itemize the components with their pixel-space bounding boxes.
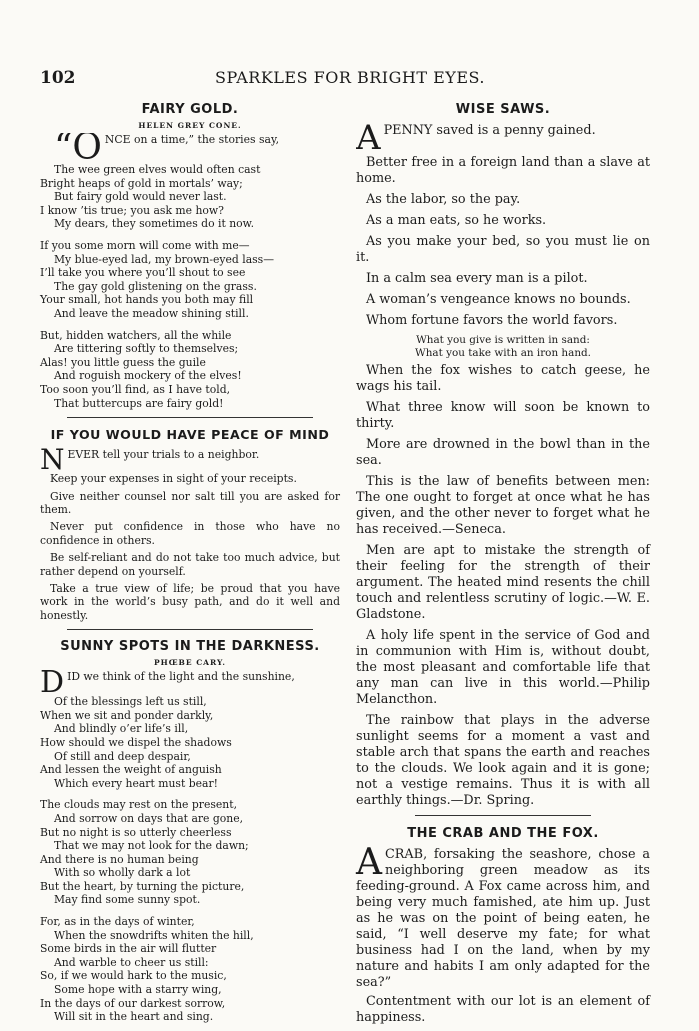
left-column (40, 102, 340, 1024)
poem-line: Bright heaps of gold in mortals’ way; (40, 176, 243, 190)
paragraph: Give neither counsel nor salt till you are asked for them. (40, 489, 340, 516)
crab-fox-body (356, 842, 650, 1026)
page-header (40, 68, 660, 90)
poem-line: Some birds in the air will flutter (40, 942, 217, 956)
poem-line: I’ll take you where you’ll shout to see (40, 266, 246, 280)
sunny-spots-section (40, 639, 340, 1024)
stanza-break (40, 231, 340, 239)
quote-couplet (356, 334, 650, 359)
poem-line: Alas! you little guess the guile (40, 355, 206, 369)
poem-line: And lessen the weight of anguish (40, 763, 222, 777)
poem-line: My blue-eyed lad, my brown-eyed lass— (54, 252, 275, 266)
fairy-gold-author: HELEN GREY CONE. (138, 121, 242, 130)
paragraph: As you make your bed, so you must lie on it. (356, 234, 650, 265)
poem-line: ID we think of the light and the sunshine, (67, 670, 295, 684)
poem-line: In the days of our darkest sorrow, (40, 996, 226, 1010)
section-divider (415, 815, 591, 816)
fairy-gold-title: FAIRY GOLD. (141, 102, 239, 117)
paragraph: Take a true view of life; be proud that you have work in the world’s busy path, and do it well and honestly. (40, 581, 340, 622)
wise-first-line: PENNY saved is a penny gained. (383, 123, 596, 138)
stanza-break (40, 321, 340, 329)
paragraph: As a man eats, so he works. (366, 213, 547, 228)
poem-line: Some hope with a starry wing, (54, 983, 222, 997)
poem-line: Will sit in the heart and sing. (54, 1010, 214, 1024)
paragraph: In a calm sea every man is a pilot. (366, 271, 588, 286)
paragraph: The rainbow that plays in the adverse sunlight seems for a moment a vast and stable arch that spans the earth and reaches to the clouds. We look again and it is gone; not a vestige remains. Thus it is with all earthly things.—Dr. Spring. (356, 713, 650, 809)
paragraph: More are drowned in the bowl than in the sea. (356, 437, 650, 469)
poem-line: But, hidden watchers, all the while (40, 328, 232, 342)
poem-line: For, as in the days of winter, (40, 915, 195, 929)
paragraph: Better free in a foreign land than a slave at home. (356, 155, 650, 186)
poem-line: With so wholly dark a lot (54, 866, 191, 880)
crab-dropcap: A (356, 842, 382, 884)
poem-line: But no night is so utterly cheerless (40, 825, 232, 839)
poem-line: The gay gold glistening on the grass. (54, 279, 257, 293)
sunny-spots-poem (40, 670, 340, 1024)
wise-saws-title: WISE SAWS. (455, 102, 551, 117)
poem-line: So, if we would hark to the music, (40, 969, 227, 983)
poem-line: My dears, they sometimes do it now. (54, 217, 255, 231)
fairy-gold-poem (40, 133, 340, 410)
paragraph: Whom fortune favors the world favors. (366, 313, 618, 328)
crab-fox-section (356, 826, 650, 1026)
paragraph: Keep your expenses in sight of your receipts. (50, 472, 297, 486)
stanza-break (40, 907, 340, 915)
poem-line: The wee green elves would often cast (54, 163, 261, 176)
fairy-gold-section (40, 102, 340, 410)
wise-saws-section (356, 102, 650, 809)
section-divider (67, 629, 313, 630)
crab-fox-title: THE CRAB AND THE FOX. (407, 826, 599, 842)
sunny-dropcap: D (40, 670, 65, 696)
peace-of-mind-body (40, 448, 340, 622)
poem-line: Which every heart must bear! (54, 776, 218, 790)
paragraph: When the fox wishes to catch geese, he wags his tail. (356, 363, 650, 395)
poem-line: NCE on a time,” the stories say, (104, 133, 280, 146)
fairy-gold-dropcap: “O (54, 133, 102, 163)
peace-of-mind-section (40, 427, 340, 622)
sunny-spots-title: SUNNY SPOTS IN THE DARKNESS. (60, 639, 320, 655)
poem-line: And roguish mockery of the elves! (54, 369, 242, 383)
paragraph: A woman’s vengeance knows no bounds. (366, 292, 631, 307)
poem-line: That buttercups are fairy gold! (54, 396, 224, 410)
poem-line: If you some morn will come with me— (40, 238, 250, 252)
paragraph: Never put confidence in those who have no confidence in others. (40, 520, 340, 547)
poem-line: And warble to cheer us still: (54, 955, 209, 969)
quote-line-1: What you give is written in sand: (416, 334, 590, 346)
peace-dropcap: N (40, 448, 65, 473)
poem-line: How should we dispel the shadows (40, 735, 232, 749)
section-divider (67, 417, 313, 418)
poem-line: But the heart, by turning the picture, (40, 879, 245, 893)
stanza-break (40, 790, 340, 798)
running-title: SPARKLES FOR BRIGHT EYES. (214, 68, 486, 87)
poem-line: May find some sunny spot. (54, 893, 201, 907)
sunny-spots-author: PHŒBE CARY. (153, 658, 227, 668)
paragraph: Men are apt to mistake the strength of their feeling for the strength of their argument. The heated mind resents the chill touch and relentless scrutiny of logic.—W. E. Gladstone. (356, 543, 650, 623)
poem-line: And sorrow on days that are gone, (54, 811, 244, 825)
poem-line: But fairy gold would never last. (54, 190, 227, 204)
peace-first-line: EVER tell your trials to a neighbor. (67, 448, 260, 462)
poem-line: I know ’tis true; you ask me how? (40, 203, 224, 217)
paragraph: A holy life spent in the service of God and in communion with Him is, without doubt, the most pleasant and comfortable life that any man can live in this world.—Philip Melancthon. (356, 628, 650, 708)
poem-line: When the snowdrifts whiten the hill, (54, 928, 254, 942)
poem-line: Your small, hot hands you both may fill (40, 293, 254, 307)
page-number: 102 (40, 68, 76, 88)
quote-line-2: What you take with an iron hand. (415, 346, 591, 359)
paragraph: As the labor, so the pay. (366, 192, 521, 207)
poem-line: When we sit and ponder darkly, (40, 708, 214, 722)
paragraph: This is the law of benefits between men: The one ought to forget at once what he has given, and the other never to forget what he has received.—Seneca. (356, 474, 650, 538)
poem-line: And there is no human being (40, 852, 199, 866)
wise-dropcap: A (356, 123, 381, 153)
wise-saws-body-continued (356, 363, 650, 809)
poem-line: That we may not look for the dawn; (54, 839, 249, 853)
poem-line: And leave the meadow shining still. (54, 306, 249, 320)
poem-line: Too soon you’ll find, as I have told, (40, 382, 231, 396)
poem-line: Of still and deep despair, (54, 749, 191, 763)
poem-line: And blindly o’er life’s ill, (54, 722, 189, 736)
paragraph: Be self-reliant and do not take too much advice, but rather depend on yourself. (40, 551, 340, 578)
poem-line: Are tittering softly to themselves; (54, 342, 239, 356)
right-column (356, 102, 650, 1031)
poem-line: Of the blessings left us still, (54, 695, 207, 709)
wise-saws-body (356, 123, 650, 329)
peace-of-mind-title: IF YOU WOULD HAVE PEACE OF MIND (50, 427, 330, 443)
paragraph: What three know will soon be known to thirty. (356, 400, 650, 432)
crab-fox-moral: Contentment with our lot is an element of happiness. (356, 994, 650, 1026)
poem-line: The clouds may rest on the present, (40, 798, 238, 812)
crab-fox-text: CRAB, forsaking the seashore, chose a neighboring green meadow as its feeding-ground. A Fox came across him, and being very much famished, ate him up. Just as he was on the point of being eaten, he said, “I well deserve my fate; for what business had I on the land, when by my nature and habits I am only adapted for the sea?” (356, 847, 650, 991)
